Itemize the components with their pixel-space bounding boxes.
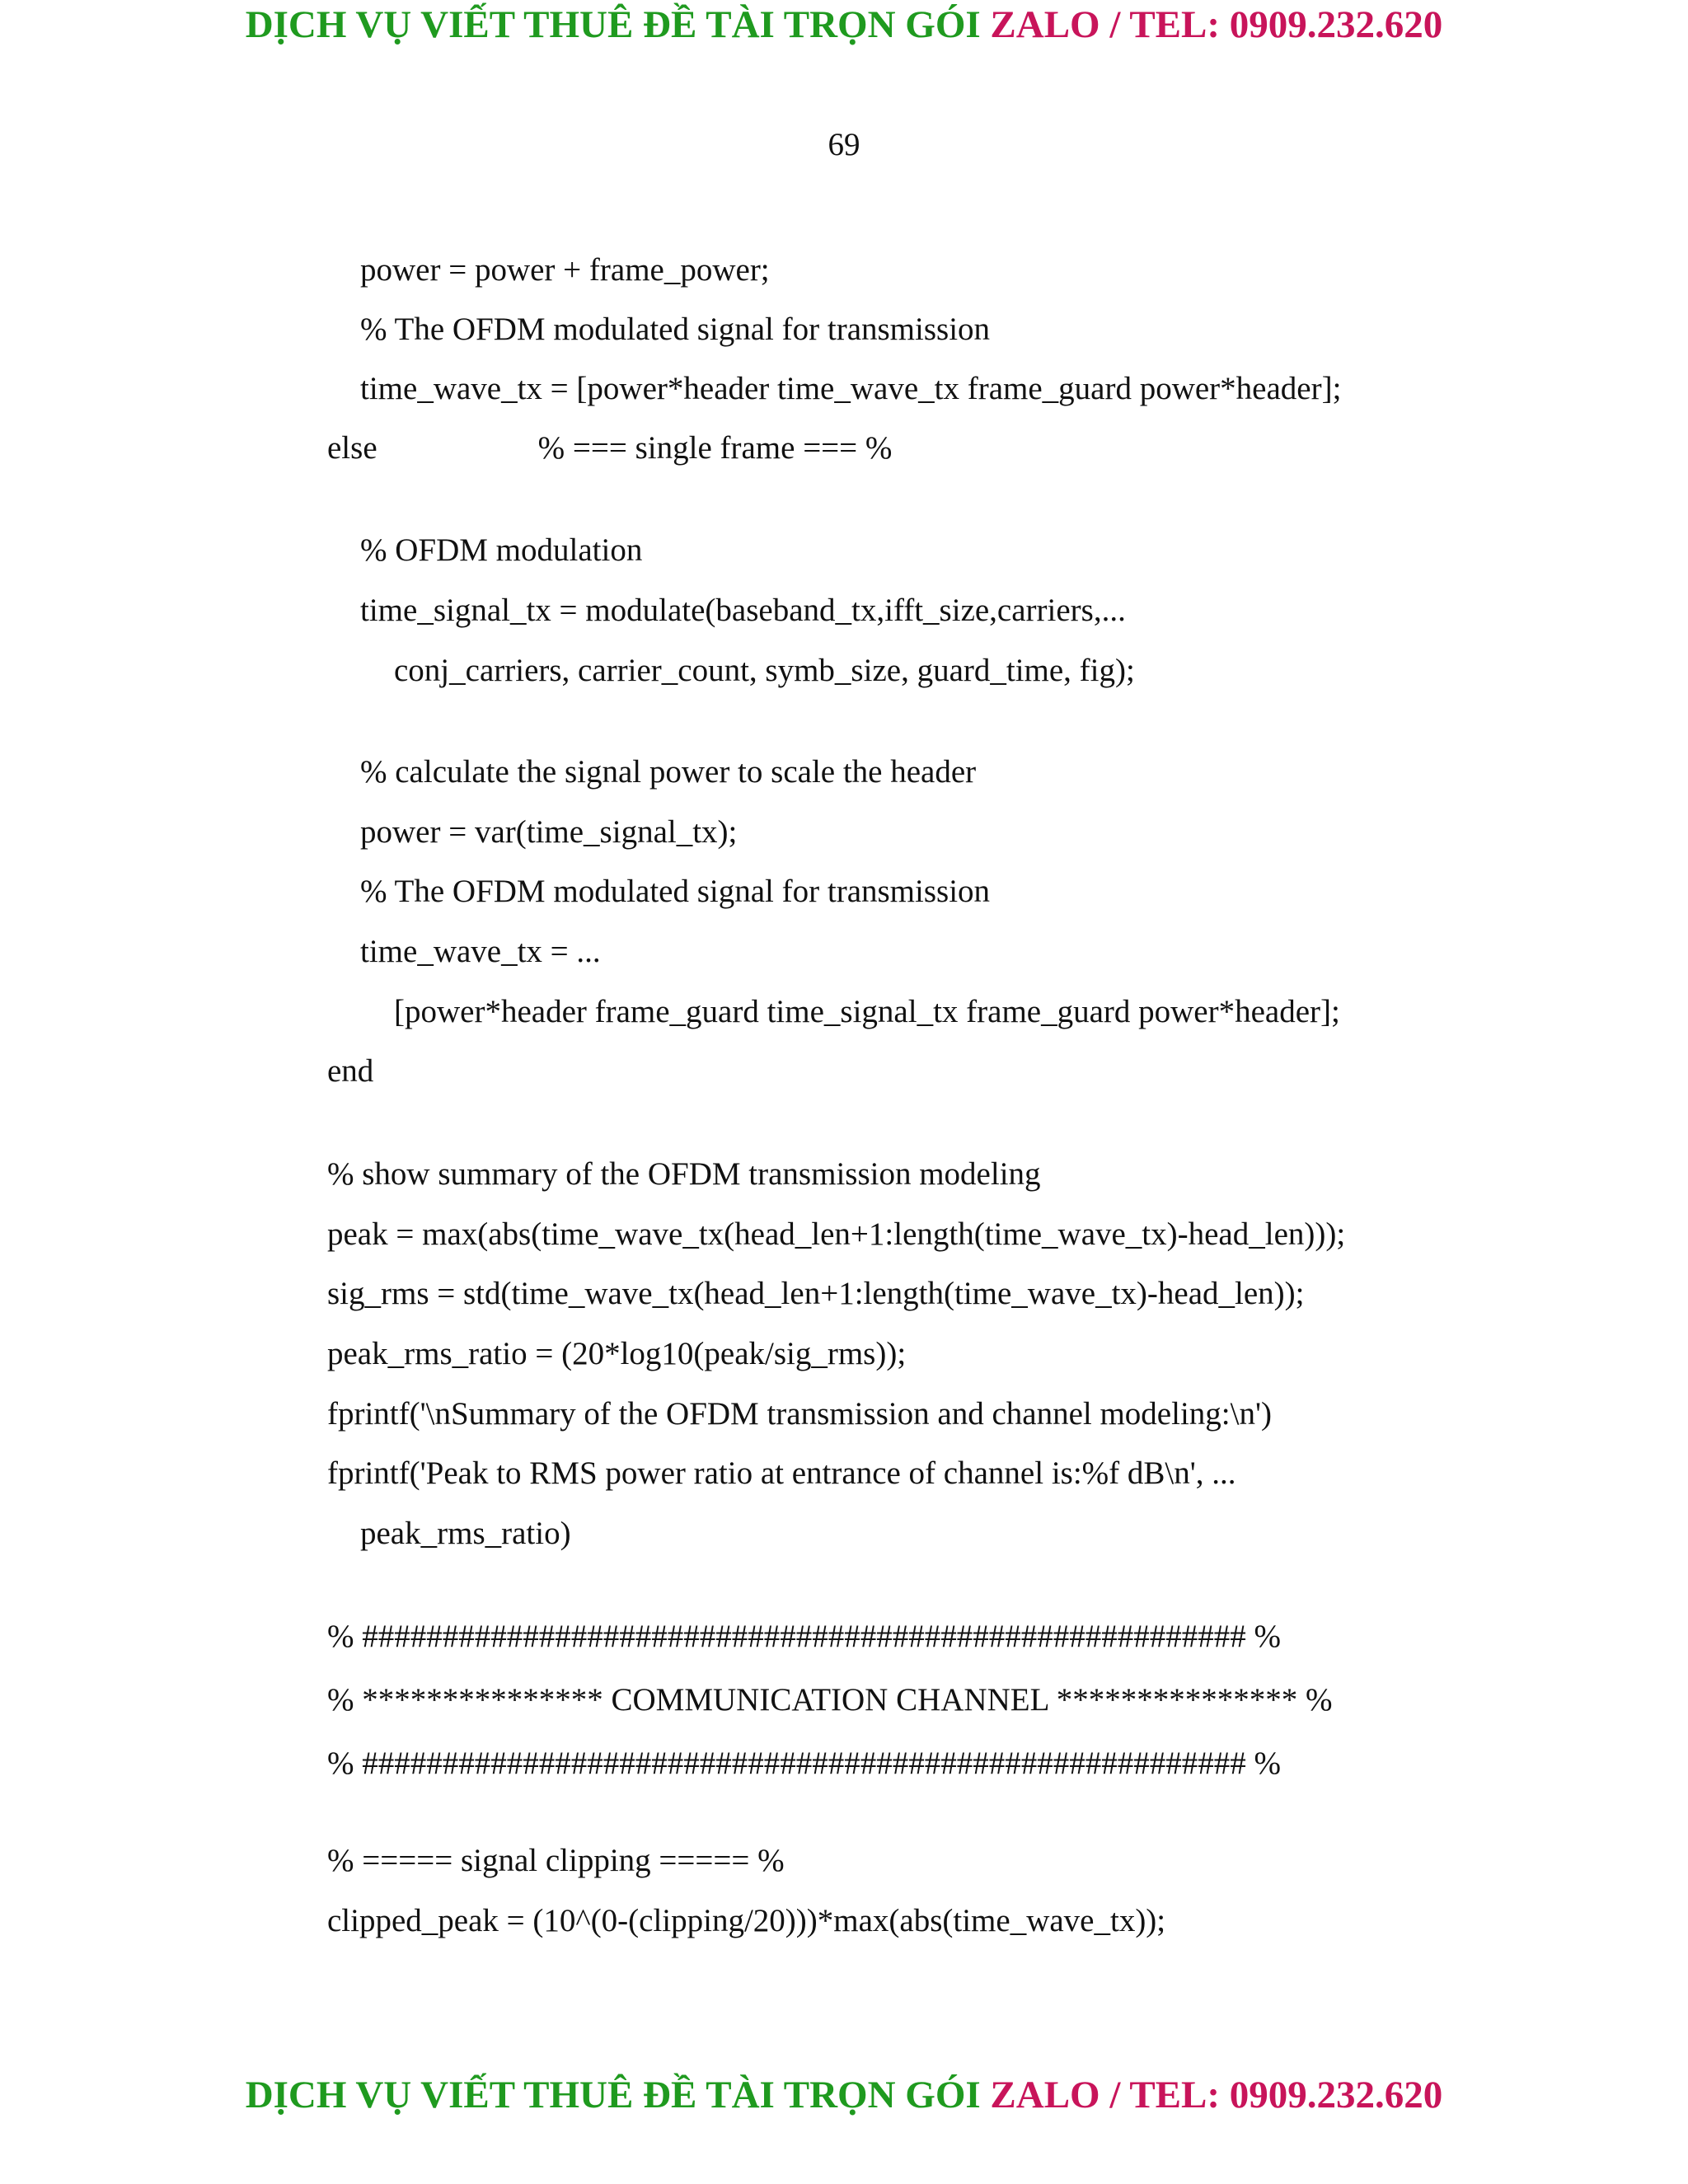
code-line: % ===== signal clipping ===== %: [327, 1843, 785, 1878]
code-line: else % === single frame === %: [327, 430, 893, 466]
code-line: % ####################################################### %: [327, 1619, 1281, 1654]
code-line: fprintf('\nSummary of the OFDM transmission and channel modeling:\n'): [327, 1396, 1272, 1432]
code-line: power = power + frame_power;: [360, 252, 770, 288]
code-line: time_wave_tx = [power*header time_wave_tx frame_guard power*header];: [360, 371, 1342, 406]
banner-contact-text: ZALO / TEL: 0909.232.620: [990, 2074, 1443, 2116]
code-line: peak = max(abs(time_wave_tx(head_len+1:length(time_wave_tx)-head_len)));: [327, 1216, 1346, 1252]
code-line: % OFDM modulation: [360, 532, 643, 568]
code-line: fprintf('Peak to RMS power ratio at entrance of channel is:%f dB\n', ...: [327, 1455, 1236, 1491]
code-line: end: [327, 1053, 374, 1089]
code-line: % calculate the signal power to scale the header: [360, 754, 977, 790]
code-line: time_wave_tx = ...: [360, 934, 601, 969]
code-line: % show summary of the OFDM transmission modeling: [327, 1156, 1041, 1192]
page-number: 69: [828, 127, 860, 162]
code-line: % The OFDM modulated signal for transmission: [360, 874, 991, 909]
code-line: [power*header frame_guard time_signal_tx frame_guard power*header];: [394, 994, 1340, 1029]
code-line: % *************** COMMUNICATION CHANNEL *************** %: [327, 1682, 1333, 1718]
code-line: % ####################################################### %: [327, 1746, 1281, 1781]
footer-banner: [0, 2072, 1688, 2118]
code-line: peak_rms_ratio = (20*log10(peak/sig_rms));: [327, 1336, 907, 1371]
code-line: % The OFDM modulated signal for transmission: [360, 312, 991, 347]
code-line: clipped_peak = (10^(0-(clipping/20)))*max(abs(time_wave_tx));: [327, 1903, 1166, 1938]
code-line: sig_rms = std(time_wave_tx(head_len+1:length(time_wave_tx)-head_len));: [327, 1276, 1305, 1311]
code-line: time_signal_tx = modulate(baseband_tx,ifft_size,carriers,...: [360, 593, 1126, 628]
banner-contact-text: ZALO / TEL: 0909.232.620: [990, 3, 1443, 46]
code-line: peak_rms_ratio): [360, 1516, 571, 1551]
code-line: conj_carriers, carrier_count, symb_size, guard_time, fig);: [394, 653, 1135, 688]
banner-service-text: DỊCH VỤ VIẾT THUÊ ĐỀ TÀI TRỌN GÓI: [245, 2074, 981, 2116]
banner-service-text: DỊCH VỤ VIẾT THUÊ ĐỀ TÀI TRỌN GÓI: [245, 3, 981, 46]
code-line: power = var(time_signal_tx);: [360, 814, 738, 850]
